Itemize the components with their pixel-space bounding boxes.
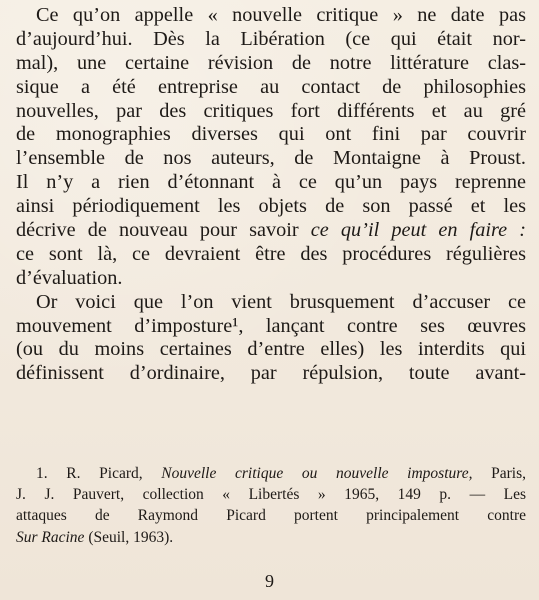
paragraph-line: d’évaluation.: [16, 266, 123, 289]
paragraph-line: de monographies diverses qui ont fini par couvrir: [16, 123, 526, 146]
paragraph-line: mouvement d’imposture¹, lançant contre ses œuvres: [16, 314, 526, 337]
italic-phrase: ce qu’il peut en faire :: [310, 219, 526, 242]
footnote-title: Nouvelle critique ou nouvelle imposture,: [161, 465, 473, 482]
footnote-book-details: (Seuil, 1963).: [84, 528, 174, 546]
paragraph-line: Il n’y a rien d’étonnant à ce qu’un pays reprenne: [16, 171, 526, 194]
paragraph-line: ainsi périodiquement les objets de son passé et les: [16, 195, 526, 218]
paragraph-line: mal), une certaine révision de notre littérature clas-: [16, 51, 526, 74]
paragraph-line: l’ensemble de nos auteurs, de Montaigne à Proust.: [16, 147, 526, 170]
paragraph-line: (ou du moins certaines d’entre elles) les interdits qui: [16, 338, 526, 361]
main-text: [16, 4, 526, 386]
footnote-line: [16, 463, 526, 484]
paragraph-line: d’aujourd’hui. Dès la Libération (ce qui était nor-: [16, 27, 526, 50]
paragraph-line: sique a été entreprise au contact de philosophies: [16, 75, 526, 98]
footnote-line: [16, 527, 526, 548]
paragraph-line: nouvelles, par des critiques fort différents et au gré: [16, 99, 526, 122]
page-number: 9: [265, 571, 274, 591]
line-prefix: décrive de nouveau pour savoir: [16, 219, 311, 242]
paragraph-line: Ce qu’on appelle « nouvelle critique » ne date pas: [36, 4, 526, 26]
footnote-block: [16, 463, 526, 548]
paragraph-line: définissent d’ordinaire, par répulsion, toute avant-: [16, 362, 526, 385]
footnote-line: J. J. Pauvert, collection « Libertés » 1965, 149 p. — Les: [16, 486, 526, 504]
footnote-suffix: Paris,: [472, 465, 526, 482]
paragraph-line: [16, 219, 526, 243]
paragraph-line: Or voici que l’on vient brusquement d’accuser ce: [36, 290, 526, 313]
paragraph-line: ce sont là, ce devraient être des procédures régulières: [16, 242, 526, 265]
footnote-book-title: Sur Racine: [16, 528, 85, 546]
footnote-prefix: 1. R. Picard,: [36, 465, 162, 482]
footnote-line: attaques de Raymond Picard portent principalement contre: [16, 507, 526, 525]
